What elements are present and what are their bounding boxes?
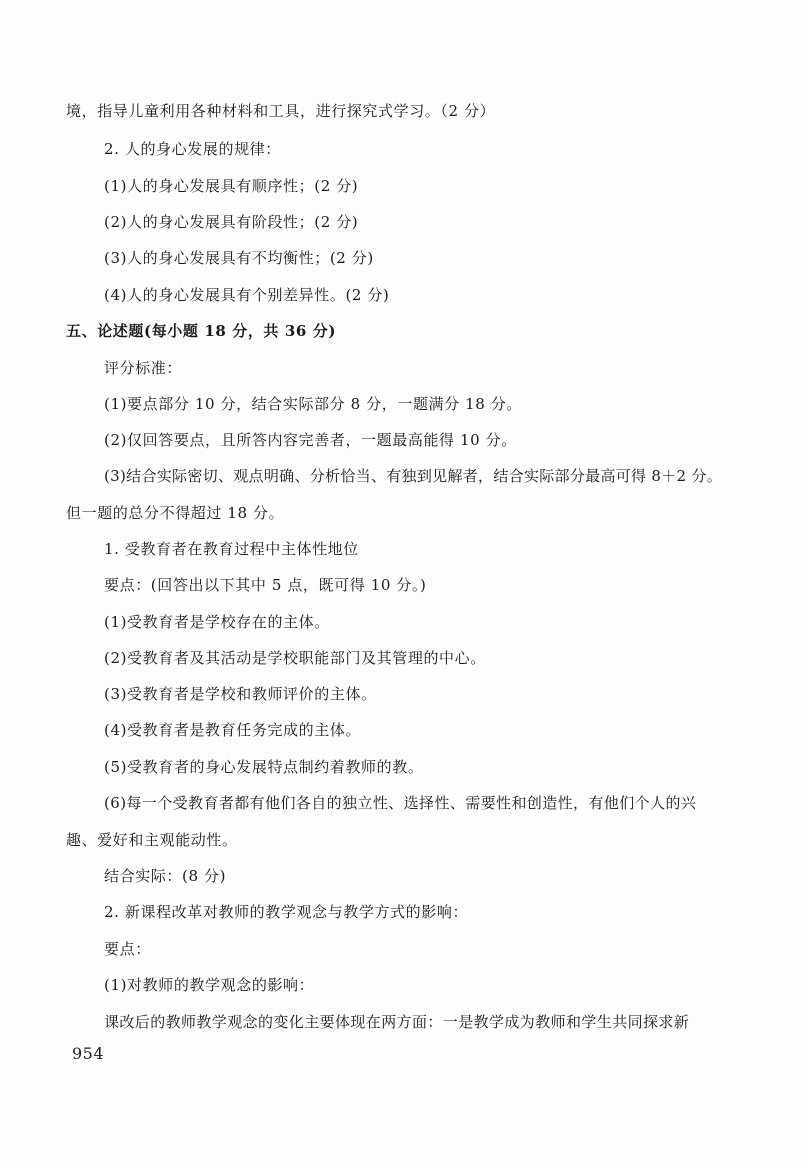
text-line: (2)仅回答要点，且所答内容完善者，一题最高能得 10 分。 bbox=[104, 431, 517, 449]
page-number: 954 bbox=[72, 1044, 105, 1063]
text-line: (3)人的身心发展具有不均衡性；(2 分) bbox=[104, 249, 374, 267]
text-line: 趣、爱好和主观能动性。 bbox=[66, 831, 238, 849]
text-line: (1)对教师的教学观念的影响： bbox=[104, 976, 315, 994]
text-line: (1)受教育者是学校存在的主体。 bbox=[104, 613, 330, 631]
text-line: 但一题的总分不得超过 18 分。 bbox=[66, 504, 285, 522]
text-line: (1)人的身心发展具有顺序性；(2 分) bbox=[104, 177, 359, 195]
text-line: (2)受教育者及其活动是学校职能部门及其管理的中心。 bbox=[104, 649, 486, 667]
text-line: (3)受教育者是学校和教师评价的主体。 bbox=[104, 685, 377, 703]
text-line: (4)人的身心发展具有个别差异性。(2 分) bbox=[104, 286, 390, 304]
text-line: (3)结合实际密切、观点明确、分析恰当、有独到见解者，结合实际部分最高可得 8＋2 分。 bbox=[104, 467, 723, 485]
text-line: 要点： bbox=[104, 940, 151, 958]
text-line: (5)受教育者的身心发展特点制约着教师的教。 bbox=[104, 758, 424, 776]
text-line: 1. 受教育者在教育过程中主体性地位 bbox=[104, 540, 359, 558]
section-heading: 五、论述题(每小题 18 分，共 36 分) bbox=[66, 322, 337, 340]
text-line: (2)人的身心发展具有阶段性；(2 分) bbox=[104, 213, 359, 231]
text-line: 2. 新课程改革对教师的教学观念与教学方式的影响： bbox=[104, 903, 469, 921]
text-line: 课改后的教师教学观念的变化主要体现在两方面：一是教学成为教师和学生共同探求新 bbox=[104, 1013, 690, 1031]
text-line: 要点：(回答出以下其中 5 点，既可得 10 分。) bbox=[104, 576, 427, 594]
text-line: (6)每一个受教育者都有他们各自的独立性、选择性、需要性和创造性，有他们个人的兴 bbox=[104, 794, 697, 812]
text-line: 2. 人的身心发展的规律： bbox=[104, 140, 281, 158]
text-line: 结合实际：(8 分) bbox=[104, 867, 227, 885]
text-line: 境，指导儿童利用各种材料和工具，进行探究式学习。（2 分） bbox=[66, 102, 496, 120]
text-line: (4)受教育者是教育任务完成的主体。 bbox=[104, 721, 362, 739]
text-line: (1)要点部分 10 分，结合实际部分 8 分，一题满分 18 分。 bbox=[104, 395, 522, 413]
text-line: 评分标准： bbox=[104, 359, 183, 377]
